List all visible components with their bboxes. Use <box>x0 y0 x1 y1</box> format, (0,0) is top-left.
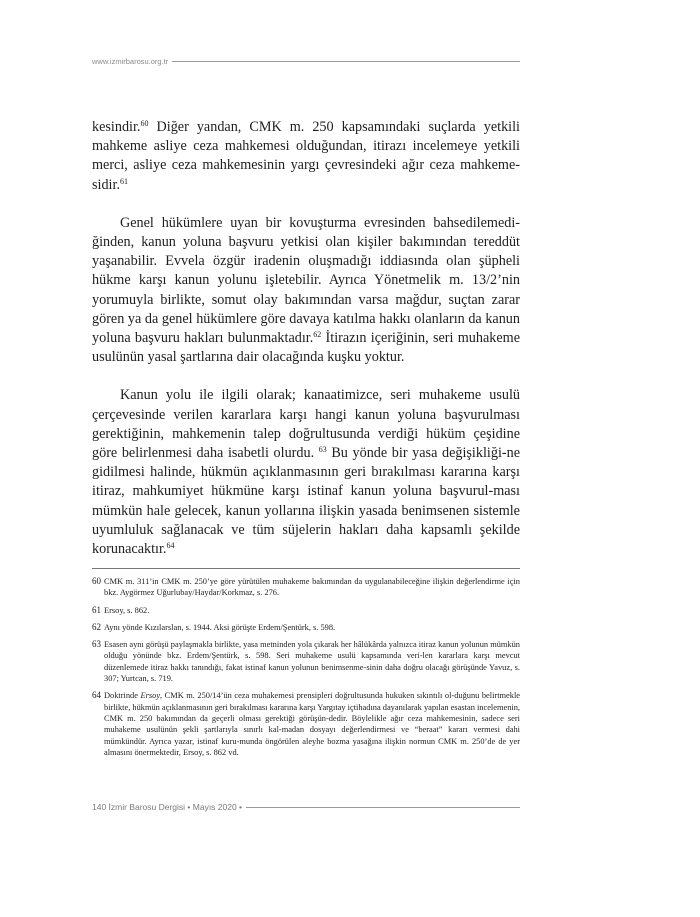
text-run: Diğer yandan, CMK m. 250 kapsamındaki suçlarda yetkili mahkeme asliye ceza mahkemesi olduğundan, itirazı incelemeye yetkili merci, asliye ceza mahkemesinin yargı çevresindeki ağır ceza mahkeme-sidir. <box>92 119 520 193</box>
header-url: www.izmirbarosu.org.tr <box>92 56 169 66</box>
footer-text: 140 İzmir Barosu Dergisi • Mayıs 2020 • <box>92 802 243 812</box>
footnote-text <box>104 622 520 633</box>
body-text <box>92 118 520 559</box>
footnote-text <box>104 605 520 616</box>
footnote-number: 60 <box>92 576 101 586</box>
footnote <box>92 639 520 684</box>
footnote-ref: 61 <box>120 176 128 186</box>
text-run: Aynı yönde Kızılarslan, s. 1944. Aksi görüşte Erdem/Şentürk, s. 598. <box>104 622 336 632</box>
text-run: Doktrinde <box>104 691 141 701</box>
footer-rule <box>246 807 520 808</box>
text-run: Ersoy, s. 862. <box>104 605 150 615</box>
text-run: Genel hükümlere uyan bir kovuşturma evresinden bahsedilemedi-ğinden, kanun yoluna başvuru yetkisi olan kişiler bakımından tereddüt yaşanabilir. Evvela özgür iradenin oluşmadığı iddiasında olan şüpheli hükme karşı kanun yolunu işletebilir. Ayrıca Yönetmelik m. 13/2’nin yorumuyla birlikte, somut olay bakımından varsa mağdur, suçtan zarar gören ya da genel hükümlere göre davaya katılma hakkı olanların da kanun yoluna başvuru hakları bulunmaktadır. <box>92 214 520 347</box>
text-run: İtirazın içeriğinin, seri muhakeme usulünün yasal şartlarına dair olacağında kuşku yoktur. <box>92 330 520 366</box>
paragraph <box>92 214 520 368</box>
footnote-ref: 63 <box>318 445 327 455</box>
paragraph <box>92 118 520 195</box>
text-run: Esasen aynı görüşü paylaşmakla birlikte, yasa metninden yola çıkarak her hâlükârda yalnızca itiraz kanun yolunun mümkün olduğu yönünde bkz. Erdem/Şentürk, s. 598. Seri muhakeme usulü kapsamında veri-len kararlara karşı mevcut düzenlemede itiraz hakkı tanındığı, fakat istinaf kanun yolunun benimsenme-sinin daha doğru olacağı görüşünde Yavuz, s. 307; Yurtcan, s. 719. <box>104 640 520 684</box>
footnote-separator <box>92 568 520 569</box>
page-footer <box>92 801 520 813</box>
footnote <box>92 622 520 633</box>
footnote-number: 63 <box>92 639 101 650</box>
text-run: kesindir. <box>92 119 141 135</box>
paragraph <box>92 386 520 559</box>
footnote-ref: 62 <box>313 330 322 340</box>
text-run: , CMK m. 250/14’ün ceza muhakemesi prensipleri doğrultusunda hukuken sıkıntılı ol-duğunu belirtmekle birlikte, hükmün açıklanmasının geri bırakılması kararına karşı Yargıtay içtihadına dayanılarak yapılan esastan incelemenin, CMK m. 250 bakımından da geçerli olması gerektiği görüşün-dedir. Böylelikle ağır ceza mahkemesinin, sadece seri muhakeme usulünün şekli şartlarıyla sınırlı kal-madan dosyayı değerlendirmesi ve “beraat” kararı vermesi dahi mümkündür. Ayrıca yazar, istinaf kuru-munda öngörülen aleyhe bozma yasağına ilişkin normun CMK m. 250’de de yer almasını önermektedir, Ersoy, s. 862 vd. <box>104 691 520 757</box>
text-run: Bu yönde bir yasa değişikliği-ne gidilmesi halinde, hükmün açıklanmasının geri bırakılması kararına karşı itiraz, mahkumiyet hükmüne karşı istinaf kanun yoluna başvurul-ması mümkün hale gelecek, kanun yollarına ilişkin yasada benimsenen sistemle uyumluluk sağlanacak ve tüm süjelerin hakları daha kapsamlı şekilde korunacaktır. <box>92 445 520 558</box>
text-run-italic: Ersoy <box>140 691 161 701</box>
header-rule <box>172 61 520 62</box>
footnote-number: 61 <box>92 604 101 615</box>
page-header <box>92 55 520 67</box>
footnote <box>92 690 520 758</box>
text-run: CMK m. 311’in CMK m. 250’ye göre yürütülen muhakeme bakımından da uygulanabileceğine ilişkin değerlendirme için bkz. Aygörmez Uğurlubay/Haydar/Korkmaz, s. 276. <box>104 577 520 598</box>
footnote-text <box>104 576 520 599</box>
footnote-text <box>104 690 520 758</box>
footnote-number: 64 <box>92 690 101 701</box>
footnotes <box>92 576 520 764</box>
footnote <box>92 576 520 599</box>
footnote-number: 62 <box>92 621 101 632</box>
footnote <box>92 605 520 616</box>
footnote-text <box>104 639 520 684</box>
footnote-ref: 64 <box>166 541 175 551</box>
text-run: Kanun yolu ile ilgili olarak; kanaatimizce, seri muhakeme usulü çerçevesinde verilen kararlara karşı hangi kanun yoluna başvurulması gerektiğinin, mahkemenin talep doğrultusunda verdiği hüküm çeşidine göre belirlenmesi daha isabetli olurdu. <box>92 387 520 462</box>
footnote-ref: 60 <box>140 119 149 128</box>
